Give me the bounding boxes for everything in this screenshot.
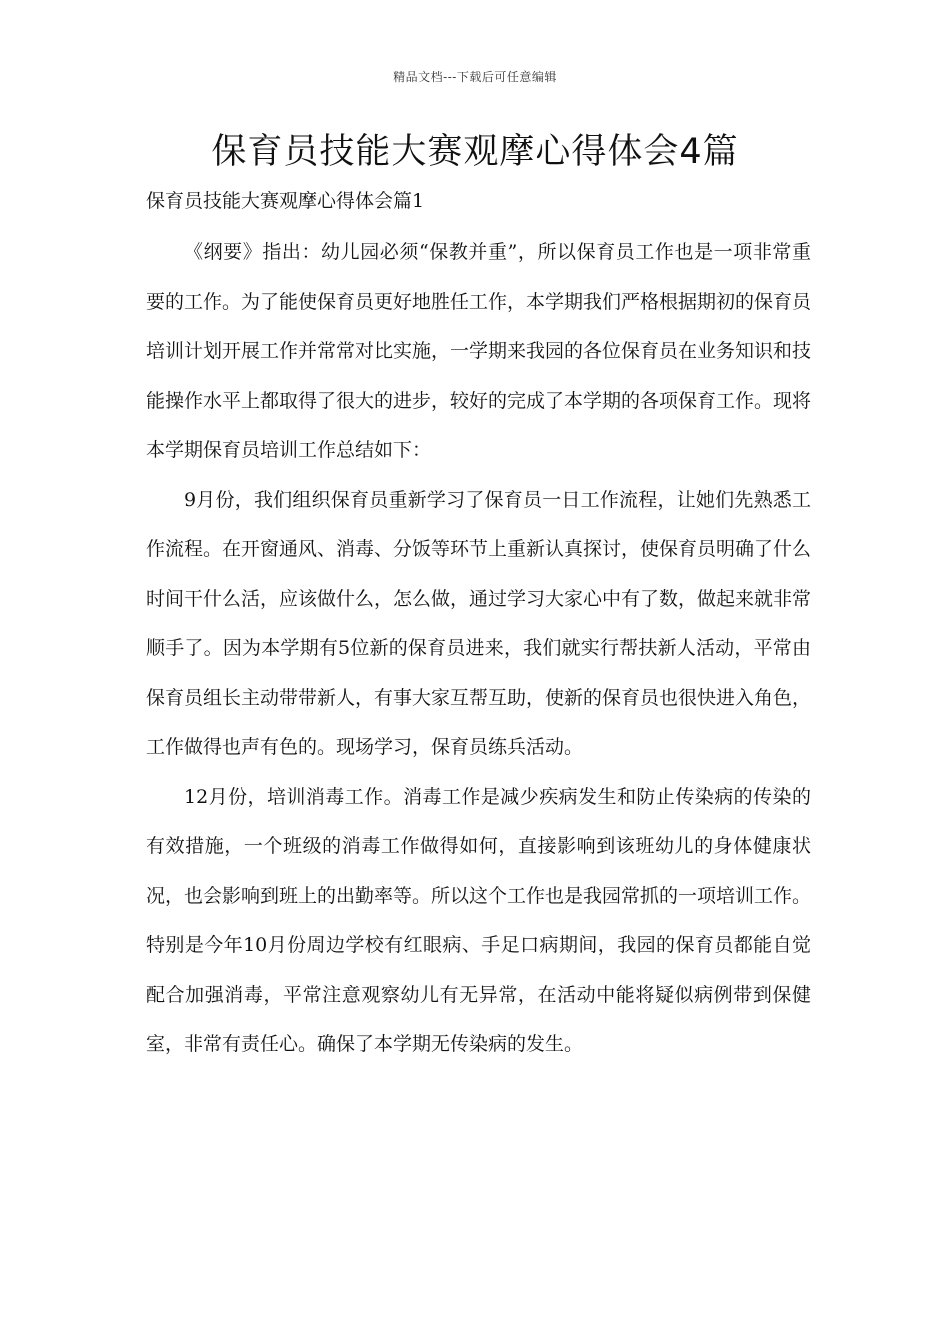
document-title: 保育员技能大赛观摩心得体会4篇 xyxy=(211,132,739,172)
section-heading: 保育员技能大赛观摩心得体会篇1 xyxy=(146,190,425,212)
body-text xyxy=(146,228,811,1070)
paragraph-1: 《纲要》指出：幼儿园必须“保教并重”，所以保育员工作也是一项非常重要的工作。为了能使保育员更好地胜任工作，本学期我们严格根据期初的保育员培训计划开展工作并常常对比实施，一学期来我园的各位保育员在业务知识和技能操作水平上都取得了很大的进步，较好的完成了本学期的各项保育工作。现将本学期保育员培训工作总结如下： xyxy=(146,241,812,461)
header-note: 精品文档---下载后可任意编辑 xyxy=(393,70,557,84)
paragraph-2: 9月份，我们组织保育员重新学习了保育员一日工作流程，让她们先熟悉工作流程。在开窗通风、消毒、分饭等环节上重新认真探讨，使保育员明确了什么时间干什么活，应该做什么，怎么做，通过学习大家心中有了数，做起来就非常顺手了。因为本学期有5位新的保育员进来，我们就实行帮扶新人活动，平常由保育员组长主动带带新人，有事大家互帮互助，使新的保育员也很快进入角色，工作做得也声有色的。现场学习，保育员练兵活动。 xyxy=(146,488,812,758)
paragraph-3: 12月份，培训消毒工作。消毒工作是减少疾病发生和防止传染病的传染的有效措施，一个班级的消毒工作做得如何，直接影响到该班幼儿的身体健康状况，也会影响到班上的出勤率等。所以这个工作也是我园常抓的一项培训工作。特别是今年10月份周边学校有红眼病、手足口病期间，我园的保育员都能自觉配合加强消毒，平常注意观察幼儿有无异常，在活动中能将疑似病例带到保健室，非常有责任心。确保了本学期无传染病的发生。 xyxy=(146,785,812,1055)
